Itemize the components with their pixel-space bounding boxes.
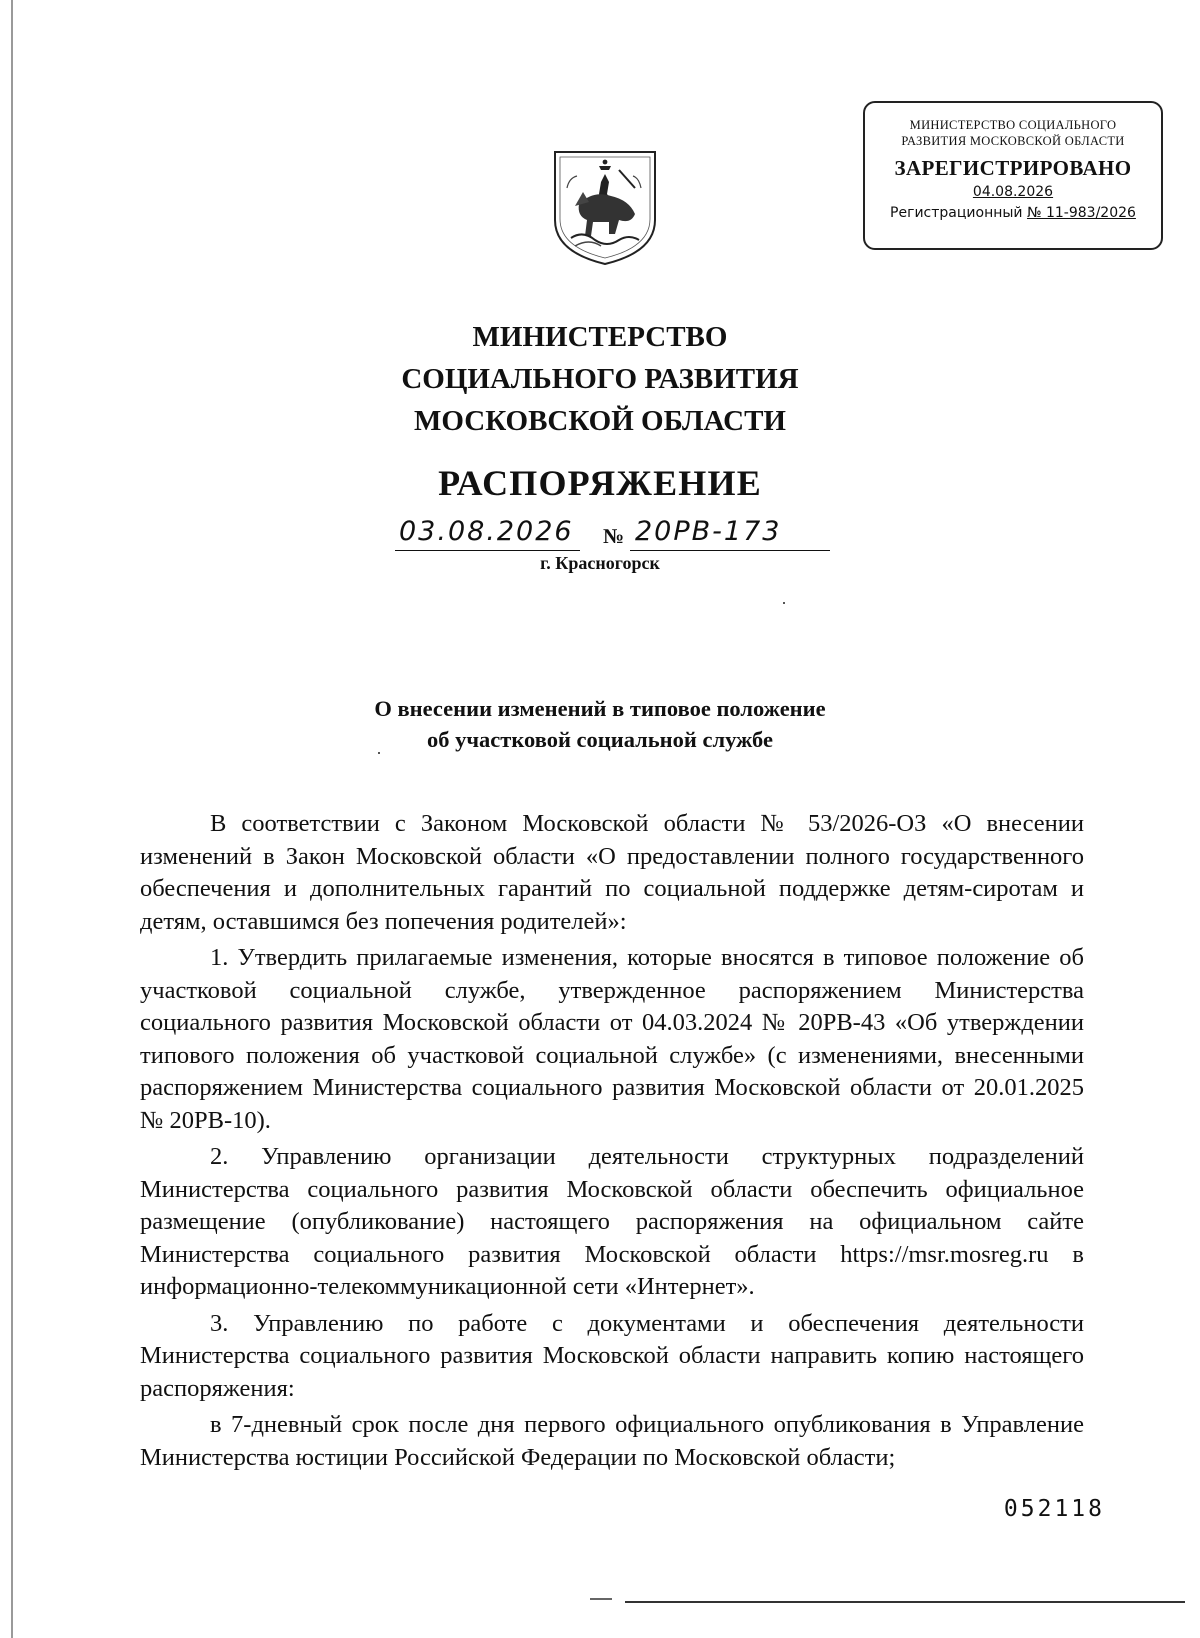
body-item-3-sub-1: в 7-дневный срок после дня первого официального опубликования в Управление Министерства юстиции Российской Федерации по Московской области; [140, 1411, 1084, 1471]
body-item-2: 2. Управлению организации деятельности структурных подразделений Министерства социального развития Московской области обеспечить официальное размещение (опубликование) настоящего распоряжения на официальном сайте Министерства социального развития Московской области https://msr.mosreg.ru в информационно-телекоммуникационной сети «Интернет». [140, 1143, 1084, 1300]
document-type: РАСПОРЯЖЕНИЕ [438, 463, 762, 503]
scan-speck [783, 602, 785, 604]
page-code: 052118 [1003, 1496, 1105, 1522]
body-item-3: 3. Управлению по работе с документами и обеспечения деятельности Министерства социального развития Московской области направить копию настоящего распоряжения: [140, 1309, 1084, 1402]
stamp-registration [865, 205, 1161, 221]
handwritten-number: 20РВ-173 [635, 516, 782, 547]
stamp-registration-number: № 11-983/2026 [1026, 205, 1136, 221]
stamp-date: 04.08.2026 [972, 184, 1054, 200]
stamp-registration-label: Регистрационный [890, 205, 1023, 221]
number-sign: № [603, 524, 625, 548]
body-item-1: 1. Утвердить прилагаемые изменения, которые вносятся в типовое положение об участковой социальной службе, утвержденное распоряжением Министерства социального развития Московской области от 04.03.2024 № 20РВ-43 «Об утверждении типового положения об участковой социальной службе» (с изменениями, внесенными распоряжением Министерства социального развития Московской области от 20.01.2025 № 20РВ-10). [140, 944, 1084, 1134]
stamp-org-line-2: РАЗВИТИЯ МОСКОВСКОЙ ОБЛАСТИ [901, 134, 1125, 148]
registration-stamp [863, 101, 1163, 250]
ministry-name-line-1: МИНИСТЕРСТВО [472, 321, 728, 353]
moscow-oblast-coat-of-arms-icon [549, 148, 661, 268]
date-underline [395, 550, 580, 551]
footer-divider [625, 1601, 1185, 1603]
body-intro: В соответствии с Законом Московской области № 53/2026-ОЗ «О внесении изменений в Закон Московской области «О предоставлении полного государственного обеспечения и дополнительных гарантий по социальной поддержке детям-сиротам и детям, оставшимся без попечения родителей»: [140, 810, 1084, 935]
ministry-name [300, 316, 900, 442]
scan-speck [378, 752, 380, 754]
stamp-status: ЗАРЕГИСТРИРОВАНО [894, 156, 1132, 180]
city: г. Красногорск [540, 553, 660, 573]
ministry-name-line-3: МОСКОВСКОЙ ОБЛАСТИ [413, 405, 786, 437]
date-number-line [395, 518, 835, 554]
handwritten-date: 03.08.2026 [399, 516, 574, 547]
ministry-name-line-2: СОЦИАЛЬНОГО РАЗВИТИЯ [401, 363, 799, 395]
heading-line-2: об участковой социальной службе [426, 727, 773, 752]
footer-divider [590, 1598, 612, 1600]
document-body [140, 808, 1084, 1474]
scan-edge-line [11, 0, 13, 1638]
number-underline [630, 550, 830, 551]
stamp-org-line-1: МИНИСТЕРСТВО СОЦИАЛЬНОГО [909, 118, 1117, 132]
document-heading [300, 693, 900, 755]
heading-line-1: О внесении изменений в типовое положение [374, 696, 826, 721]
